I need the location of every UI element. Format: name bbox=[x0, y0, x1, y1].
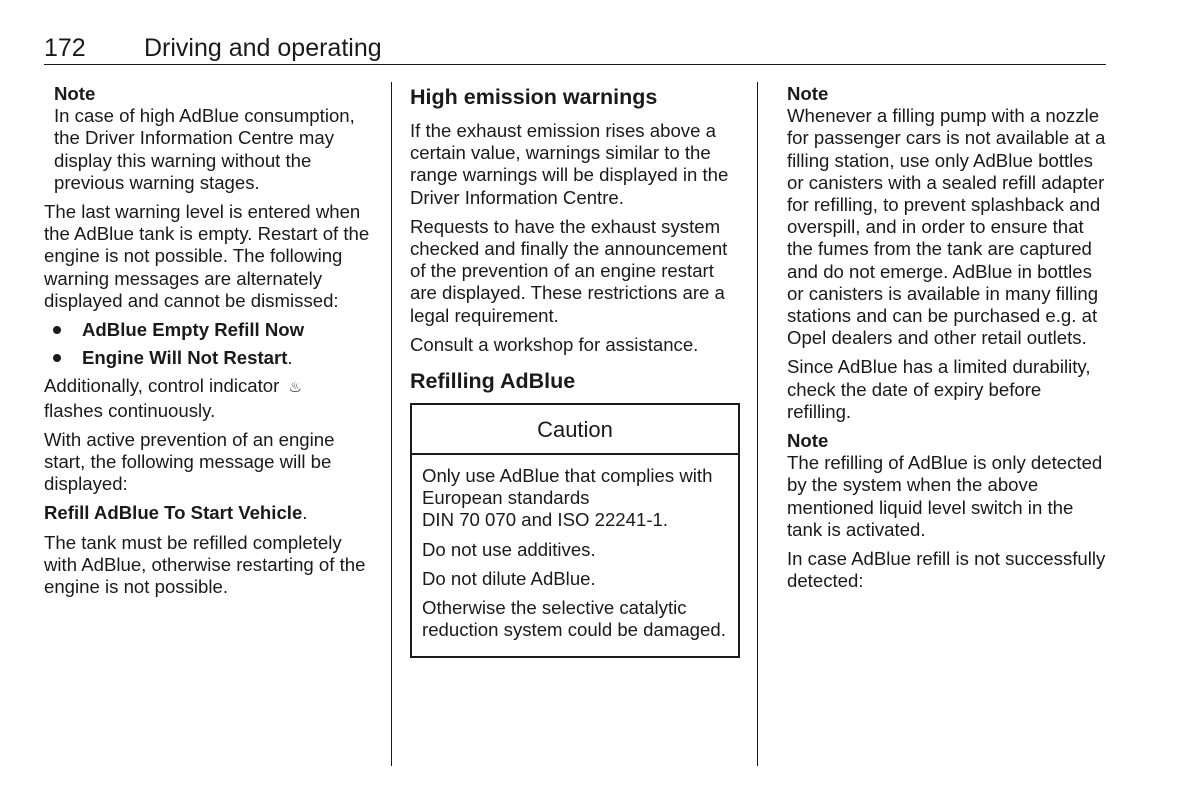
section-heading: High emission warnings bbox=[410, 85, 658, 109]
message-suffix: . bbox=[302, 502, 308, 524]
paragraph-text: Additionally, control indicator bbox=[44, 375, 280, 397]
note-title: Note bbox=[787, 430, 829, 452]
display-message: Refill AdBlue To Start Vehicle bbox=[44, 502, 303, 524]
caution-text bbox=[422, 465, 728, 532]
page-header bbox=[44, 34, 1106, 64]
list-item bbox=[44, 347, 376, 369]
caution-title: Caution bbox=[412, 405, 738, 455]
note-block bbox=[787, 430, 1107, 541]
paragraph: Consult a workshop for assistance. bbox=[410, 333, 699, 355]
caution-text-line: DIN 70 070 and ISO 22241-1. bbox=[422, 509, 669, 531]
caution-text: Do not dilute AdBlue. bbox=[422, 567, 596, 589]
bullet-icon bbox=[53, 354, 61, 362]
list-item-text: AdBlue Empty Refill Now bbox=[82, 319, 305, 341]
column-2 bbox=[410, 83, 744, 658]
caution-text: Do not use additives. bbox=[422, 538, 596, 560]
paragraph: Since AdBlue has a limited durability, check the date of expiry before refilling. bbox=[787, 356, 1091, 422]
caution-box bbox=[410, 403, 740, 658]
note-title: Note bbox=[54, 83, 96, 104]
paragraph: In case AdBlue refill is not successfully detected: bbox=[787, 548, 1106, 592]
adblue-indicator-icon: ♨ bbox=[288, 379, 302, 397]
note-title: Note bbox=[787, 83, 829, 104]
note-text: In case of high AdBlue consumption, the Driver Information Centre may display this warning without the previous warning stages. bbox=[54, 105, 355, 193]
paragraph-text: flashes continuously. bbox=[44, 399, 216, 421]
paragraph bbox=[44, 502, 376, 524]
list-item bbox=[44, 319, 376, 341]
column-divider-1 bbox=[391, 82, 392, 766]
paragraph: The tank must be refilled completely with AdBlue, otherwise restarting of the engine is not possible. bbox=[44, 531, 366, 598]
paragraph bbox=[44, 375, 376, 421]
list-item-suffix: . bbox=[287, 347, 293, 369]
warning-message-list bbox=[44, 319, 376, 369]
paragraph: With active prevention of an engine start, the following message will be displayed: bbox=[44, 428, 335, 495]
chapter-title: Driving and operating bbox=[144, 34, 382, 62]
note-block bbox=[44, 83, 376, 194]
section-heading: Refilling AdBlue bbox=[410, 369, 576, 394]
paragraph: The last warning level is entered when the AdBlue tank is empty. Restart of the engine is not possible. The following warning messages are alternately displayed and cannot be dismissed: bbox=[44, 201, 370, 311]
column-divider-2 bbox=[757, 82, 758, 766]
list-item-text: Engine Will Not Restart bbox=[82, 347, 288, 369]
column-3 bbox=[787, 83, 1107, 599]
note-text: The refilling of AdBlue is only detected by the system when the above mentioned liquid level switch in the tank is activated. bbox=[787, 452, 1103, 540]
paragraph: If the exhaust emission rises above a certain value, warnings similar to the range warnings will be displayed in the Driver Information Centre. bbox=[410, 120, 729, 208]
bullet-icon bbox=[53, 326, 61, 334]
caution-text: Otherwise the selective catalytic reduction system could be damaged. bbox=[422, 597, 726, 641]
caution-text-line: Only use AdBlue that complies with European standards bbox=[422, 465, 713, 509]
paragraph: Requests to have the exhaust system checked and finally the announcement of the prevention of an engine restart are displayed. These restrictions are a legal requirement. bbox=[410, 215, 728, 326]
note-text: Whenever a filling pump with a nozzle for passenger cars is not available at a filling station, use only AdBlue bottles or canisters with a sealed refill adapter for refilling, to prevent splashback and overspill, and in order to ensure that the fumes from the tank are captured and do not emerge. AdBlue in bottles or canisters is available in many filling stations and can be purchased e.g. at Opel dealers and other retail outlets. bbox=[787, 105, 1106, 349]
page-number: 172 bbox=[44, 34, 86, 62]
column-1 bbox=[44, 83, 376, 605]
note-block bbox=[787, 83, 1107, 349]
caution-body bbox=[412, 455, 738, 656]
header-rule bbox=[44, 64, 1106, 65]
